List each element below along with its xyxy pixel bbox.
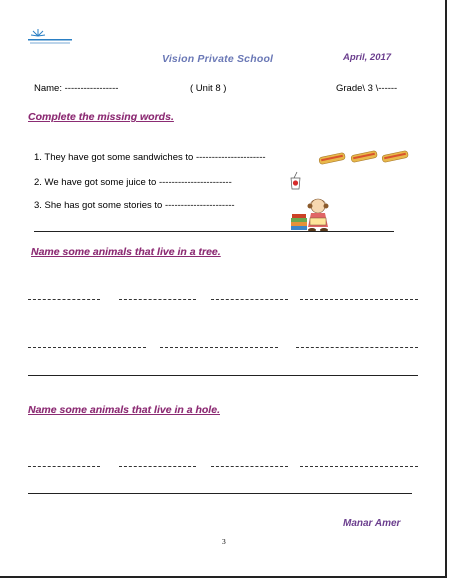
answer-blank <box>28 299 100 300</box>
section-divider <box>28 493 412 494</box>
question-1: 1. They have got some sandwiches to ---------------------- <box>34 152 266 163</box>
answer-blank <box>300 299 418 300</box>
sandwich-icon <box>318 149 410 172</box>
section-heading-tree-animals: Name some animals that live in a tree. <box>31 246 221 258</box>
section-heading-hole-animals: Name some animals that live in a hole. <box>28 404 220 416</box>
name-field: Name: ----------------- <box>34 83 119 94</box>
answer-blank <box>119 466 196 467</box>
section-divider <box>28 375 418 376</box>
school-logo <box>26 26 74 48</box>
answer-blank <box>119 299 196 300</box>
grade-field: Grade\ 3 \------ <box>336 83 398 94</box>
answer-blank <box>211 299 288 300</box>
question-2: 2. We have got some juice to ----------------------- <box>34 177 232 188</box>
question-3: 3. She has got some stories to ---------------------- <box>34 200 235 211</box>
school-name: Vision Private School <box>162 53 274 65</box>
section-heading-missing-words: Complete the missing words. <box>28 111 174 123</box>
answer-blank <box>28 466 100 467</box>
answer-blank <box>28 347 146 348</box>
girl-reading-icon <box>290 194 336 239</box>
answer-blank <box>300 466 418 467</box>
author-name: Manar Amer <box>343 518 401 529</box>
answer-blank <box>160 347 278 348</box>
answer-blank <box>211 466 288 467</box>
section-divider <box>34 231 394 232</box>
page-number: 3 <box>222 537 226 546</box>
date: April, 2017 <box>343 52 392 63</box>
answer-blank <box>296 347 418 348</box>
unit-label: ( Unit 8 ) <box>190 83 227 94</box>
